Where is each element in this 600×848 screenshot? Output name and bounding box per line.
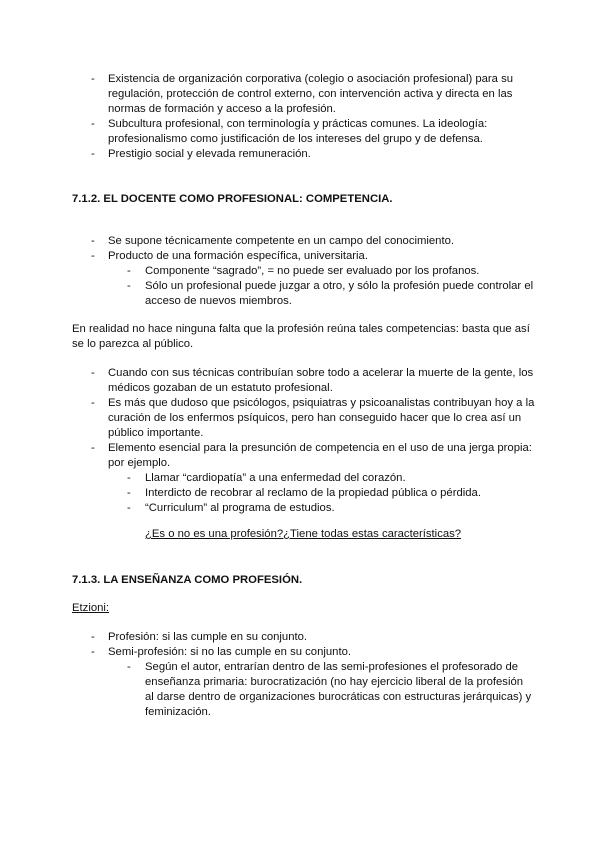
- bullet-dash: -: [91, 250, 95, 262]
- bullet-text: curación de los enfermos psíquicos, pero han conseguido hacer que lo crea así un: [108, 412, 522, 424]
- section-heading: 7.1.2. EL DOCENTE COMO PROFESIONAL: COMPETENCIA.: [72, 193, 393, 205]
- bullet-text: Semi-profesión: si no las cumple en su conjunto.: [108, 646, 352, 658]
- section-heading: 7.1.3. LA ENSEÑANZA COMO PROFESIÓN.: [72, 574, 303, 586]
- sub-bullet-text: feminización.: [145, 706, 211, 718]
- bullet-text: Subcultura profesional, con terminología y prácticas comunes. La ideología:: [108, 118, 488, 130]
- bullet-text: médicos gozaban de un estatuto profesional.: [108, 382, 333, 394]
- paragraph-line: se lo parezca al público.: [72, 338, 194, 350]
- bullet-dash: -: [91, 646, 95, 658]
- bullet-text: Prestigio social y elevada remuneración.: [108, 148, 311, 160]
- bullet-dash: -: [91, 73, 95, 85]
- author-label: Etzioni:: [72, 602, 110, 614]
- bullet-dash: -: [91, 118, 95, 130]
- sub-bullet-dash: -: [127, 472, 131, 484]
- bullet-dash: -: [91, 367, 95, 379]
- bullet-text: Existencia de organización corporativa (colegio o asociación profesional) para su: [108, 73, 514, 85]
- bullet-text: regulación, protección de control externo, con intervención activa y directa en las: [108, 88, 513, 100]
- sub-bullet-dash: -: [127, 661, 131, 673]
- sub-bullet-dash: -: [127, 280, 131, 292]
- bullet-dash: -: [91, 397, 95, 409]
- bullet-text: Es más que dudoso que psicólogos, psiquiatras y psicoanalistas contribuyan hoy a la: [108, 397, 535, 409]
- sub-bullet-dash: -: [127, 265, 131, 277]
- sub-bullet-dash: -: [127, 502, 131, 514]
- bullet-dash: -: [91, 442, 95, 454]
- sub-bullet-text: Sólo un profesional puede juzgar a otro, y sólo la profesión puede controlar el: [145, 280, 534, 292]
- sub-bullet-text: al darse dentro de organizaciones burocráticas con estructuras jerárquicas) y: [145, 691, 532, 703]
- bullet-dash: -: [91, 148, 95, 160]
- sub-bullet-text: “Curriculum” al programa de estudios.: [145, 502, 335, 514]
- sub-bullet-text: Llamar “cardiopatía” a una enfermedad del corazón.: [145, 472, 406, 484]
- bullet-dash: -: [91, 235, 95, 247]
- bullet-text: Profesión: si las cumple en su conjunto.: [108, 631, 308, 643]
- sub-bullet-text: Según el autor, entrarían dentro de las semi-profesiones el profesorado de: [145, 661, 519, 673]
- bullet-text: Elemento esencial para la presunción de competencia en el uso de una jerga propia:: [108, 442, 532, 454]
- sub-bullet-text: Componente “sagrado”, = no puede ser evaluado por los profanos.: [145, 265, 480, 277]
- underlined-question: ¿Es o no es una profesión?¿Tiene todas estas características?: [145, 528, 462, 540]
- bullet-text: Producto de una formación específica, universitaria.: [108, 250, 368, 262]
- bullet-text: público importante.: [108, 427, 204, 439]
- sub-bullet-dash: -: [127, 487, 131, 499]
- bullet-text: Cuando con sus técnicas contribuían sobre todo a acelerar la muerte de la gente, los: [108, 367, 534, 379]
- paragraph-line: En realidad no hace ninguna falta que la profesión reúna tales competencias: basta que así: [72, 323, 530, 335]
- bullet-text: normas de formación y acceso a la profesión.: [108, 103, 336, 115]
- bullet-dash: -: [91, 631, 95, 643]
- sub-bullet-text: acceso de nuevos miembros.: [145, 295, 292, 307]
- bullet-text: Se supone técnicamente competente en un campo del conocimiento.: [108, 235, 455, 247]
- sub-bullet-text: Interdicto de recobrar al reclamo de la propiedad pública o pérdida.: [145, 487, 481, 499]
- bullet-text: profesionalismo como justificación de los intereses del grupo y de defensa.: [108, 133, 483, 145]
- bullet-text: por ejemplo.: [108, 457, 171, 469]
- sub-bullet-text: enseñanza primaria: burocratización (no hay ejercicio liberal de la profesión: [145, 676, 524, 688]
